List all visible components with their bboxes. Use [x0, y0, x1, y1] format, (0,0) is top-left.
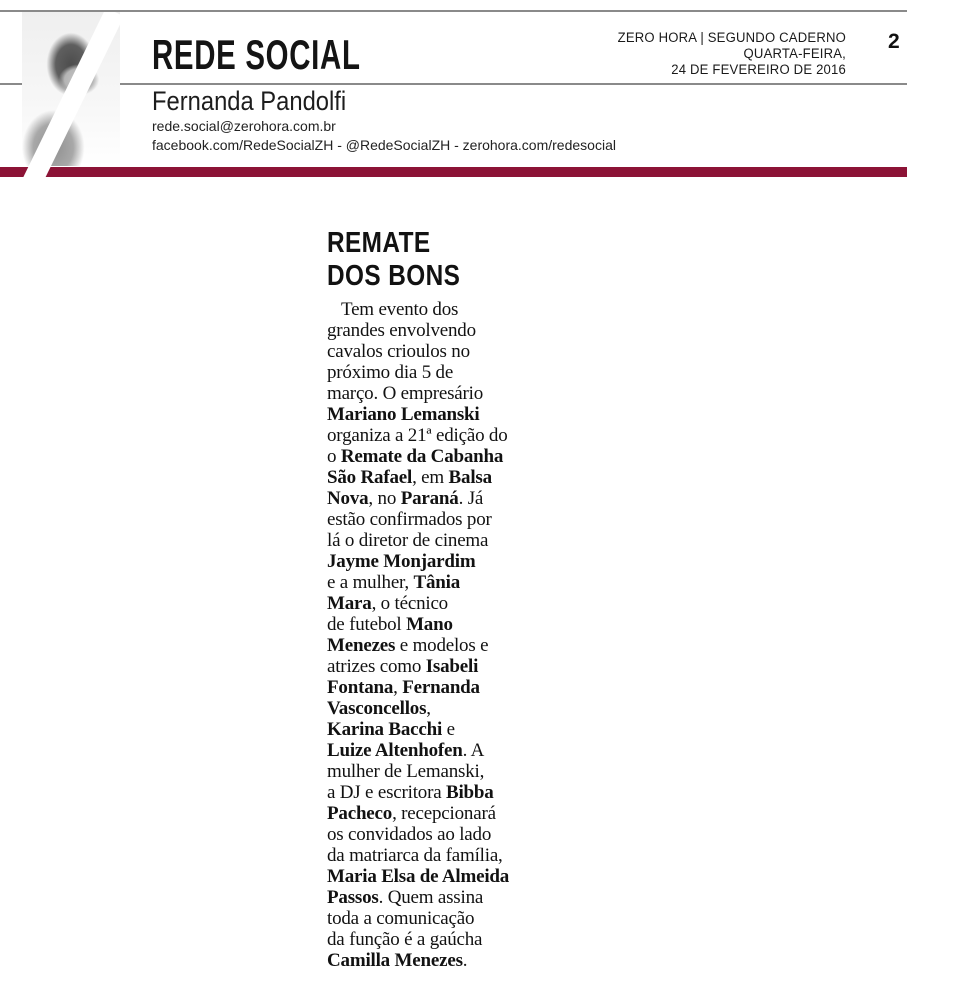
article-line: atrizes como Isabeli: [327, 656, 479, 677]
article-line: São Rafael, em Balsa: [327, 467, 492, 488]
masthead-date: 24 DE FEVEREIRO DE 2016: [671, 62, 846, 77]
article-headline: [327, 227, 460, 293]
masthead: [549, 30, 846, 78]
article-line: Mariano Lemanski: [327, 404, 480, 425]
article-line: Mara, o técnico: [327, 593, 448, 614]
article-line: Pacheco, recepcionará: [327, 803, 496, 824]
article-line: grandes envolvendo: [327, 320, 476, 341]
author-email: rede.social@zerohora.com.br: [152, 118, 336, 134]
article-line: próximo dia 5 de: [327, 362, 454, 383]
section-accent-bar: [0, 167, 907, 177]
article-line: lá o diretor de cinema: [327, 530, 489, 551]
article-line: Maria Elsa de Almeida: [327, 866, 510, 887]
article-line: de futebol Mano: [327, 614, 453, 635]
masthead-weekday: QUARTA-FEIRA,: [743, 46, 846, 61]
article-line: os convidados ao lado: [327, 824, 492, 845]
article-line: Menezes e modelos e: [327, 635, 489, 656]
article-line: março. O empresário: [327, 383, 484, 404]
article-line: estão confirmados por: [327, 509, 492, 530]
article-line: Luize Altenhofen. A: [327, 740, 485, 761]
article-line: Camilla Menezes.: [327, 950, 468, 971]
article-line: Fontana, Fernanda: [327, 677, 480, 698]
article-line: Vasconcellos,: [327, 698, 431, 719]
page-number: 2: [888, 30, 900, 53]
top-rule: [0, 10, 907, 12]
author-social-handles: facebook.com/RedeSocialZH - @RedeSocialZH - zerohora.com/redesocial: [152, 137, 616, 153]
headline-line-1: REMATE: [327, 227, 431, 259]
masthead-edition: ZERO HORA | SEGUNDO CADERNO: [617, 30, 846, 45]
article-line: Passos. Quem assina: [327, 887, 484, 908]
article-line: cavalos crioulos no: [327, 341, 470, 362]
headline-line-2: DOS BONS: [327, 260, 461, 292]
article-line: Tem evento dos: [341, 299, 459, 320]
article-line: Karina Bacchi e: [327, 719, 455, 740]
article-body: [327, 299, 509, 971]
article-line: da função é a gaúcha: [327, 929, 483, 950]
article-line: e a mulher, Tânia: [327, 572, 461, 593]
article-line: a DJ e escritora Bibba: [327, 782, 494, 803]
author-name: Fernanda Pandolfi: [152, 86, 347, 116]
column-title: REDE SOCIAL: [152, 31, 361, 78]
article-line: o Remate da Cabanha: [327, 446, 504, 467]
article-line: Jayme Monjardim: [327, 551, 476, 572]
article-line: Nova, no Paraná. Já: [327, 488, 484, 509]
article-line: mulher de Lemanski,: [327, 761, 485, 782]
header-divider-rule: [0, 83, 907, 85]
article-line: organiza a 21ª edição do: [327, 425, 508, 446]
article-line: da matriarca da família,: [327, 845, 503, 866]
article-line: toda a comunicação: [327, 908, 475, 929]
